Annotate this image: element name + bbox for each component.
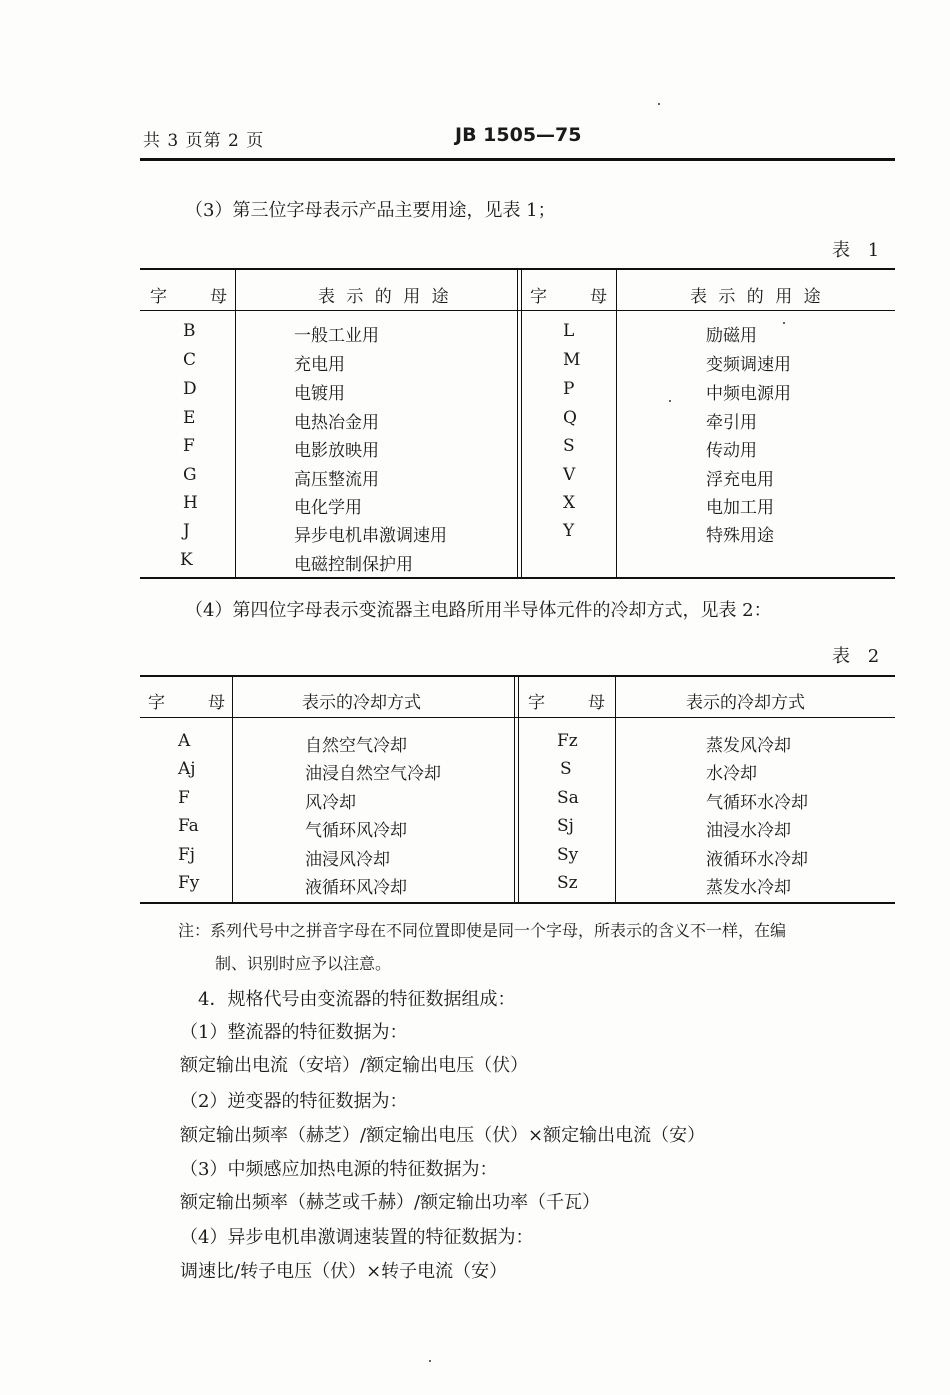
table-cell: Fa: [178, 816, 199, 836]
table-cell: 蒸发水冷却: [706, 878, 791, 898]
table-cell: E: [183, 408, 196, 428]
table-cell: 油浸自然空气冷却: [305, 764, 441, 784]
table-cell: Fz: [557, 731, 578, 751]
table-cell: Sy: [557, 845, 579, 865]
section-4-text: （4）第四位字母表示变流器主电路所用半导体元件的冷却方式，见表 2：: [185, 600, 772, 621]
note-line-1: 注：系列代号中之拼音字母在不同位置即使是同一个字母，所表示的含义不一样，在编: [178, 921, 787, 940]
table-cell: F: [178, 788, 190, 808]
table-1-divider: [616, 270, 617, 577]
table-cell: A: [178, 731, 191, 751]
table-cell: 电加工用: [706, 498, 774, 518]
spec-item-title: （2）逆变器的特征数据为：: [180, 1091, 408, 1112]
table-cell: 传动用: [706, 441, 757, 461]
table-cell: 液循环水冷却: [706, 850, 808, 870]
table-2-divider: [615, 677, 616, 902]
table-cell: 异步电机串激调速用: [294, 526, 447, 546]
table-cell: M: [563, 350, 581, 370]
table-cell: B: [183, 321, 196, 341]
table-cell: X: [563, 493, 576, 513]
table-cell: Sz: [557, 873, 578, 893]
table-cell: 浮充电用: [706, 470, 774, 490]
table-cell: J: [183, 521, 190, 541]
table-cell: 特殊用途: [706, 526, 774, 546]
table-1-double-divider: [521, 270, 522, 577]
table-cell: V: [563, 465, 576, 485]
table-cell: 励磁用: [706, 326, 757, 346]
table-cell: 气循环风冷却: [305, 821, 407, 841]
spec-item-formula: 调速比/转子电压（伏）×转子电流（安）: [180, 1261, 508, 1282]
table-cell: S: [560, 759, 572, 779]
table-cell: P: [563, 379, 575, 399]
scan-speck: [429, 1360, 431, 1362]
table-cell: K: [180, 550, 193, 570]
table-cell: 高压整流用: [294, 470, 379, 490]
spec-item-formula: 额定输出电流（安培）/额定输出电压（伏）: [180, 1055, 529, 1076]
table-cell: 气循环水冷却: [706, 793, 808, 813]
scan-speck: [783, 322, 785, 324]
table-cell: C: [183, 350, 197, 370]
table-1-bottom-rule: [140, 577, 895, 579]
table-cell: F: [183, 436, 195, 456]
spec-item-title: （1）整流器的特征数据为：: [180, 1022, 408, 1043]
table-2-label: 表 2: [832, 646, 886, 667]
spec-heading: 4．规格代号由变流器的特征数据组成：: [198, 989, 516, 1010]
table-cell: 蒸发风冷却: [706, 736, 791, 756]
note-line-2: 制、识别时应予以注意。: [215, 954, 392, 973]
table-cell: 充电用: [294, 355, 345, 375]
table-cell: S: [563, 436, 575, 456]
table-1-header: 表 示 的 用 途: [318, 287, 452, 307]
table-2-bottom-rule: [140, 902, 895, 904]
table-cell: D: [183, 379, 197, 399]
table-1-label: 表 1: [832, 240, 886, 261]
standard-code: JB 1505—75: [455, 124, 582, 146]
spec-item-formula: 额定输出频率（赫芝）/额定输出电压（伏）×额定输出电流（安）: [180, 1125, 706, 1146]
table-cell: 变频调速用: [706, 355, 791, 375]
table-2-header: 字 母: [528, 693, 608, 713]
table-cell: Q: [563, 408, 577, 428]
table-2-divider: [232, 677, 233, 902]
table-2-double-divider: [514, 677, 515, 902]
table-cell: 电磁控制保护用: [294, 555, 413, 575]
table-cell: H: [183, 493, 198, 513]
table-cell: Sj: [557, 816, 574, 836]
table-cell: Sa: [557, 788, 579, 808]
table-1-header: 字 母: [530, 287, 610, 307]
table-cell: Y: [563, 521, 575, 541]
table-2-header: 字 母: [148, 693, 228, 713]
table-cell: Fy: [178, 873, 200, 893]
scan-speck: [669, 400, 671, 402]
spec-item-title: （3）中频感应加热电源的特征数据为：: [180, 1159, 498, 1180]
table-cell: 电化学用: [294, 498, 362, 518]
table-cell: G: [183, 465, 197, 485]
table-cell: 电影放映用: [294, 441, 379, 461]
table-cell: 电热冶金用: [294, 413, 379, 433]
table-cell: 液循环风冷却: [305, 878, 407, 898]
table-cell: 中频电源用: [706, 384, 791, 404]
table-cell: 油浸风冷却: [305, 850, 390, 870]
section-3-text: （3）第三位字母表示产品主要用途，见表 1；: [185, 200, 556, 221]
table-cell: 风冷却: [305, 793, 356, 813]
spec-item-formula: 额定输出频率（赫芝或千赫）/额定输出功率（千瓦）: [180, 1192, 601, 1213]
table-cell: Aj: [178, 759, 196, 779]
table-cell: L: [563, 321, 575, 341]
table-1-header: 字 母: [150, 287, 230, 307]
table-cell: Fj: [178, 845, 196, 865]
header-rule: [140, 158, 895, 161]
table-2-double-divider: [518, 677, 519, 902]
scan-speck: [658, 103, 660, 105]
table-cell: 自然空气冷却: [305, 736, 407, 756]
spec-item-title: （4）异步电机串激调速装置的特征数据为：: [180, 1227, 534, 1248]
page-info: 共 3 页第 2 页: [143, 131, 265, 151]
table-cell: 电镀用: [294, 384, 345, 404]
table-cell: 一般工业用: [294, 326, 379, 346]
table-2-header: 表示的冷却方式: [302, 693, 421, 713]
table-cell: 水冷却: [706, 764, 757, 784]
table-1-double-divider: [517, 270, 518, 577]
table-1-divider: [235, 270, 236, 577]
table-cell: 油浸水冷却: [706, 821, 791, 841]
table-cell: 牵引用: [706, 413, 757, 433]
table-2-header: 表示的冷却方式: [686, 693, 805, 713]
table-1-header: 表 示 的 用 途: [690, 287, 824, 307]
